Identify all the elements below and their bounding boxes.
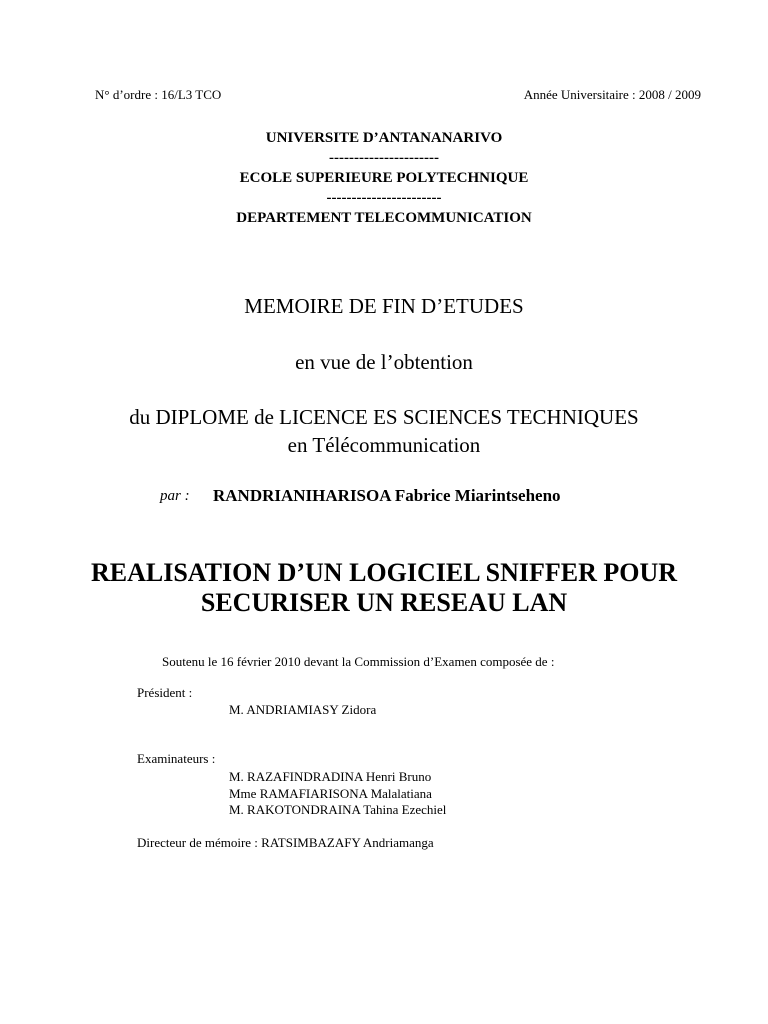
separator-line: ----------------------- — [326, 190, 442, 206]
defense-statement: Soutenu le 16 février 2010 devant la Commission d’Examen composée de : — [162, 654, 555, 669]
order-number: N° d’ordre : 16/L3 TCO — [95, 87, 222, 102]
school-name: ECOLE SUPERIEURE POLYTECHNIQUE — [239, 170, 529, 186]
supervisor-line: Directeur de mémoire : RATSIMBAZAFY Andriamanga — [137, 835, 434, 850]
president-label: Président : — [137, 685, 193, 700]
department-name: DEPARTEMENT TELECOMMUNICATION — [236, 210, 532, 226]
document-type: MEMOIRE DE FIN D’ETUDES — [244, 294, 524, 318]
separator-line: ---------------------- — [329, 150, 439, 166]
author-name: RANDRIANIHARISOA Fabrice Miarintseheno — [213, 486, 561, 505]
diploma-line: du DIPLOME de LICENCE ES SCIENCES TECHNIQUES — [129, 405, 639, 429]
examiners-label: Examinateurs : — [137, 751, 216, 766]
diploma-speciality: en Télécommunication — [287, 433, 481, 457]
president-name: M. ANDRIAMIASY Zidora — [229, 702, 377, 717]
author-prefix: par : — [160, 488, 190, 504]
document-purpose: en vue de l’obtention — [295, 350, 473, 374]
thesis-title-line-1: REALISATION D’UN LOGICIEL SNIFFER POUR — [90, 558, 678, 587]
academic-year: Année Universitaire : 2008 / 2009 — [523, 87, 701, 102]
university-name: UNIVERSITE D’ANTANANARIVO — [265, 130, 503, 146]
examiner-name: Mme RAMAFIARISONA Malalatiana — [229, 786, 432, 801]
examiner-name: M. RAKOTONDRAINA Tahina Ezechiel — [229, 802, 447, 817]
thesis-title-line-2: SECURISER UN RESEAU LAN — [200, 588, 568, 617]
examiner-name: M. RAZAFINDRADINA Henri Bruno — [229, 769, 432, 784]
